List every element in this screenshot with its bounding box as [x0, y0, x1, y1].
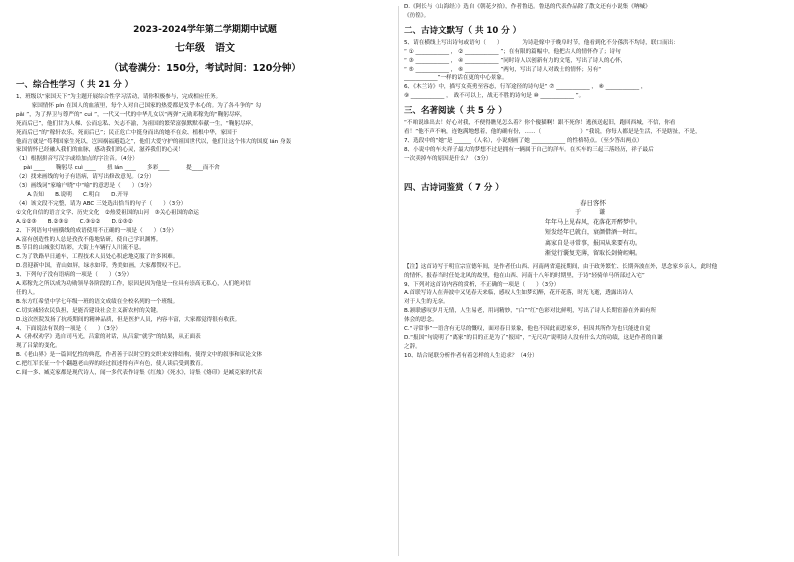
text-line: 死而后已”，他们甘为人梯、公而忘私、矢志不渝，为祖国的繁荣富强默默奉献一生，“鞠躬尽瘁， [16, 120, 257, 127]
note-line: 【注】这首诗写于明宣宗宣德年间，是作者任山西、河南两省巡抚期间，由于政务繁忙、长期奔波在外，思念家乡亲人，此时他 [404, 263, 718, 270]
option-line: A.①②③ B.②③① C.③①② D.①③② [16, 218, 133, 225]
section-4-title: 四、古诗词鉴赏（ 7 分 ） [404, 182, 504, 193]
poem-line: 年年马上见春风，花落花开醉梦中。 [544, 218, 641, 226]
answer-blank-line: pài ____ 鞠躬尽 cuì ____ 扭 lán ____ 多彩____ 提____而不舍 [16, 165, 220, 172]
option-line: 现了吕蒙的变化。 [16, 343, 61, 350]
question-line: 一次卖掉车的原因是什么？（3分） [404, 155, 492, 162]
text-line: 看！”他不声不响，连饱满地想着，他的确有份，……（ ）“我说，你每人都是是生活，不是瞎扯，不是， [404, 129, 701, 136]
answer-blank-line: “ ⑤ ____________ ， ⑥ ____________ ”两句，写出了诗人对战士的情怀；另有“ [404, 66, 602, 73]
question-line: （4）该文段不完整，请为 ABC 三处选出恰当的句子（ ）（3分） [16, 200, 187, 207]
column-divider [398, 6, 399, 556]
option-line: A.邓稼先之所以成为功勋领导各阶段的工作，原因是因为他是一位具有崇高无私心，人们绝对信 [16, 281, 251, 288]
text-line: “不咱说谁出去！好心对我，不便得瞧见怎么着？你个傻猫啊！跟不死你！逃孩送起旧，跑回西城，不信，你看 [404, 120, 676, 127]
option-line: B.《老山界》是一篇回忆性的典范，作者善于以时空的交织来安排结构，使得文中的叙事和议论文体 [16, 352, 263, 359]
question-line: 8、小说中的车夫祥子最大的梦想不过是拥有一辆属于自己的洋车。在买车的三起三落经历，祥子最后 [404, 146, 654, 153]
exam-info: （试卷满分：150分，考试时间：120分钟） [109, 63, 301, 74]
question-line: 7、选段中的“她”是 ______（人名），小说刻画了她 ____________ 的性格特点。（至少答出两点） [404, 137, 643, 144]
question-line: （1）根据拼音写汉字或给加点的字注音。（4分） [16, 156, 138, 163]
option-line: A.告知 B.说明 C.明白 D.开导 [16, 191, 129, 198]
question-line: 3、下列句子没有语病的一项是（ ）（3分） [16, 272, 133, 279]
text-line: 家国情怀 pín 在国人的血液里，每个人对自己国家的热爱都是发乎本心的。为了各斗争的“ 勾 [26, 102, 262, 109]
section-3-title: 三、名著阅读（ 共 5 分 ） [404, 106, 507, 117]
poem-author: 于 谦 [574, 208, 611, 216]
question-line: （2）找来画线的句子有语病，请写出修改意见。（2分） [16, 174, 155, 181]
question-line: 10、结合尾联分析作者有着怎样的人生追求？（4分） [404, 352, 538, 359]
option-line: C.为了铁路早日通车，工程技术人员处心积虑地克服了许多困难。 [16, 254, 179, 261]
answer-blank-line: ⑨ ____________ ， 战不可以上，战无不胜的诗句是 ⑩ ____________ ”。 [404, 93, 585, 100]
text-line: pǎi ”，为了捍卫与尊严的“ cuì ”，一代又一代的中华儿女以“两弹”元勋邓稼先的“鞠躬尽瘁， [16, 111, 246, 118]
poem-line: 渐觉行囊复芜薄，留取长剑倚崆峒。 [544, 250, 641, 258]
option-line: D.《阿长与〈山海经〉》选自《朝花夕拾》，作者鲁迅。鲁迅的代表作品除了散文还有小说集《呐喊》 [404, 4, 651, 10]
option-line: 之辞。 [404, 343, 421, 350]
question-line: （3）画线词“家喻户晓”中“喻”的意思是（ ）（3分） [16, 183, 155, 190]
answer-blank-line: “ ① ____________ ， ② ____________ ”；在有限的篇幅中，他把古人的情怀作了；诗句 [404, 48, 621, 55]
poem-line: 短发经年已就白，衰颜借酒一时红。 [544, 229, 641, 237]
text-line: 家国情怀已经融入我们的血脉，感动我们的心灵，滋养我们的心灵！ [16, 147, 184, 154]
section-2-title: 二、古诗文默写（ 共 10 分 ） [404, 25, 522, 36]
poem-title: 春日客怀 [580, 198, 606, 207]
option-line: D.这次医院发扬了抗疫期间的精神品质，但是医护人员，内容丰富，大家都觉得很有收获。 [16, 316, 241, 323]
text-line: 1、班级以“家国天下”为主题开展综合性学习活动，请你积极参与，完成相应任务。 [16, 94, 222, 100]
question-line: 4、下面说法有误的一项是（ ）（3分） [16, 325, 122, 332]
section-1-title: 一、综合性学习（ 共 21 分 ） [16, 80, 134, 90]
option-line: D.喜迎新中国，青山如屏，绿水如带，秀美如画，大家都赞叹不已。 [16, 263, 185, 270]
question-line: 5、请在横线上写出诗句或语句（ ） 为诗赴嫁中于晚阜时节，他看到化不分孫洪不均诗，联口而出： [404, 39, 679, 46]
grade-subject: 七年级 语文 [175, 43, 235, 54]
answer-blank-line: “ ③ ____________ ， ④ ____________ ”同时诗人以创新有力的文笔，写出了诗人的心怀， [404, 57, 627, 64]
question-line: 6、《木兰诗》中，描写女英勇至容态，行军途径的诗句是“ ⑦ ____________ ， ⑧ ____________ ， [404, 84, 647, 91]
option-line: C.闻一多、臧克家都是现代诗人，闻一多代表作诗集《红烛》《死水》，诗集《烙印》是臧克家的代表 [16, 370, 263, 377]
option-line: C.把红军长征一个个翻越老山界的经过叙述得有声有色，使人读后受到教育。 [16, 361, 207, 368]
option-line: B.颔联感叹岁月无情，人生易老，用词精妙，“白”“红”色彩对比鲜明，写出了诗人长期宦游在外面有所 [404, 308, 657, 315]
option-line: C.切实减轻农民负担，是能否建设社会主义新农村的关键。 [16, 307, 162, 314]
option-line: A.《孙权劝学》选自司马光，吕蒙的对话，从吕蒙“就学”的结果，从正面表 [16, 334, 201, 341]
text-line: 死而后已”的“稼轩农乐，死而后已”；民正危亡中挺身而出的她不在众、植根中华，家国于 [16, 129, 238, 136]
option-line: ①文化自信的语言文学、历史文化 ②热爱祖国的山河 ③关心祖国的命运 [16, 209, 199, 216]
option-line: D.“报国”句说明了“离家”的目的正是为了“报国”，“无尺功”说明诗人没有什么大的功绩，这是作者的自谦 [404, 334, 663, 341]
option-line: 任的人。 [16, 289, 39, 296]
poem-line: 离家自是寻常事，报国从来要有功。 [544, 239, 641, 247]
right-column [404, 0, 782, 562]
option-line: 对于人生的无奈。 [404, 299, 449, 306]
option-line: B.节目的山城张灯结彩，大街上车辆行人川流不息。 [16, 245, 145, 252]
left-column [16, 0, 394, 562]
note-line: 的情怀。报春当时任处北风的故里，他在山西、河南十八年的时期里，于诗“轻骑单马所部过入宅” [404, 272, 645, 279]
option-line: 体会的思念。 [404, 317, 438, 324]
question-line: 2、下列语句中画横线的成语使用不正确的一项是（ ）（3分） [16, 227, 177, 234]
answer-blank-line: ____________”一样的话在更的中心景象。 [404, 75, 508, 82]
option-line: A.首联写诗人在奔波中又见春天来临，感叹人生如梦幻醉，花开花落，时光飞逝，透露出诗人 [404, 290, 634, 297]
option-line: A.富有创造性的人总是孜孜不倦地钻研，使自己学识渊博。 [16, 236, 162, 243]
option-line: B.东方红希望中学七年级一班的语文成绩在全校名列的一个班级。 [16, 298, 179, 305]
question-line: 9、下列对这首诗内容的赏析，不正确的一项是（ ）（3分） [404, 281, 560, 288]
option-line: 《彷徨》。 [404, 12, 430, 19]
option-line: C.“寻常事”一语含有无尽的慨叹，面对春日景象，他也不因此而思家乡，但因其所作为也只能进自觉 [404, 326, 651, 333]
left-lines [16, 93, 394, 378]
text-line: 他而言就是“苟利国家生死以，岂因祸福避趋之”，他们大爱守护的祖国世代以，他们让这个伟大的国度 lán 身轰 [16, 138, 292, 145]
exam-title: 2023-2024学年第二学期期中试题 [133, 25, 277, 35]
